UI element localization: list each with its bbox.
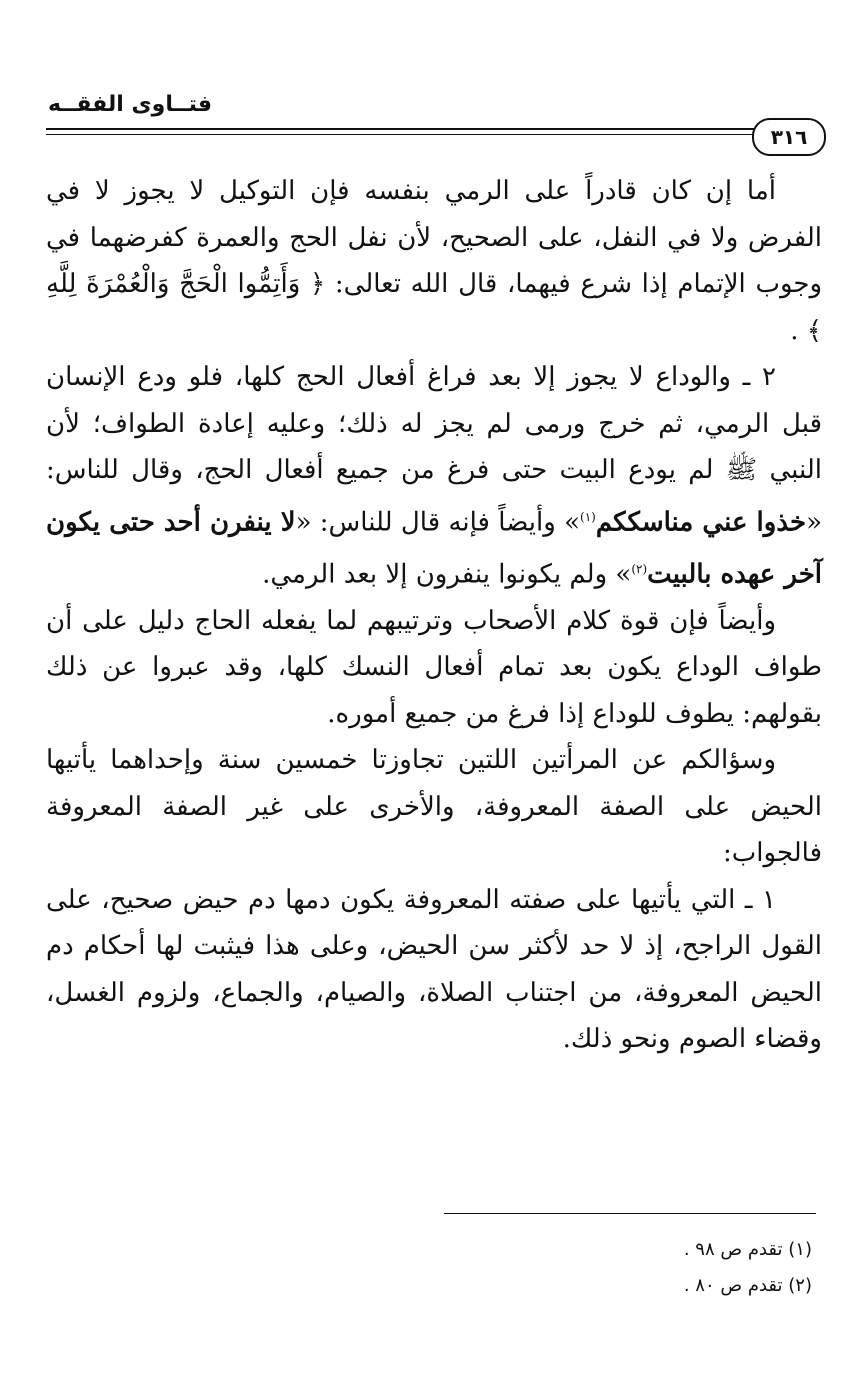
- paragraph-text: » وأيضاً فإنه قال للناس: «: [295, 507, 580, 538]
- hadith-quote: لا ينفرن أحد حتى يكون آخر عهده بالبيت: [46, 507, 822, 590]
- page-number: ٣١٦: [770, 125, 808, 149]
- running-header: فتــاوى الفقــه: [47, 92, 213, 117]
- footnotes: [420, 1232, 812, 1304]
- header-rule-thin: [46, 134, 783, 135]
- footnote-rule: [444, 1213, 816, 1214]
- paragraph: [46, 354, 822, 598]
- paragraph-text: ٢ ـ والوداع لا يجوز إلا بعد فراغ أفعال الحج كلها، فلو ودع الإنسان قبل الرمي، ثم خرج ورمى لم يجز له ذلك؛ وعليه إعادة الطواف؛ لأن النبي ﷺ لم يودع البيت حتى فرغ من جميع أفعال الحج، وقال للناس: «: [46, 362, 822, 538]
- footnote: (٢) تقدم ص ٨٠ .: [683, 1275, 812, 1296]
- page-number-badge: [752, 118, 826, 156]
- paragraph: وأيضاً فإن قوة كلام الأصحاب وترتيبهم لما يفعله الحاج دليل على أن طواف الوداع يكون بعد تمام أفعال النسك كلها، وقد عبروا عن ذلك بقولهم: يطوف للوداع إذا فرغ من جميع أموره.: [46, 605, 822, 729]
- hadith-quote: خذوا عني مناسككم: [595, 507, 807, 538]
- footnote: (١) تقدم ص ٩٨ .: [683, 1239, 812, 1260]
- header-rule: [46, 128, 783, 130]
- paragraph: أما إن كان قادراً على الرمي بنفسه فإن التوكيل لا يجوز لا في الفرض ولا في النفل، على الصحيح، لأن نفل الحج والعمرة كفرضهما في وجوب الإتمام إذا شرع فيهما، قال الله تعالى: ﴿ وَأَتِمُّوا الْحَجَّ وَالْعُمْرَةَ لِلَّهِ ﴾ .: [46, 176, 822, 346]
- footnote-ref: (٢): [631, 561, 648, 576]
- footnote-ref: (١): [580, 509, 596, 524]
- main-text: [46, 168, 822, 1063]
- paragraph: ١ ـ التي يأتيها على صفته المعروفة يكون دمها دم حيض صحيح، على القول الراجح، إذ لا حد لأكثر سن الحيض، وعلى هذا فيثبت لها أحكام دم الحيض المعروفة، من اجتناب الصلاة، والصيام، والجماع، ولزوم الغسل، وقضاء الصوم ونحو ذلك.: [46, 884, 823, 1055]
- paragraph-text: » ولم يكونوا ينفرون إلا بعد الرمي.: [262, 559, 632, 590]
- paragraph: وسؤالكم عن المرأتين اللتين تجاوزتا خمسين سنة وإحداهما يأتيها الحيض على الصفة المعروفة، والأخرى على غير الصفة المعروفة فالجواب:: [46, 745, 822, 869]
